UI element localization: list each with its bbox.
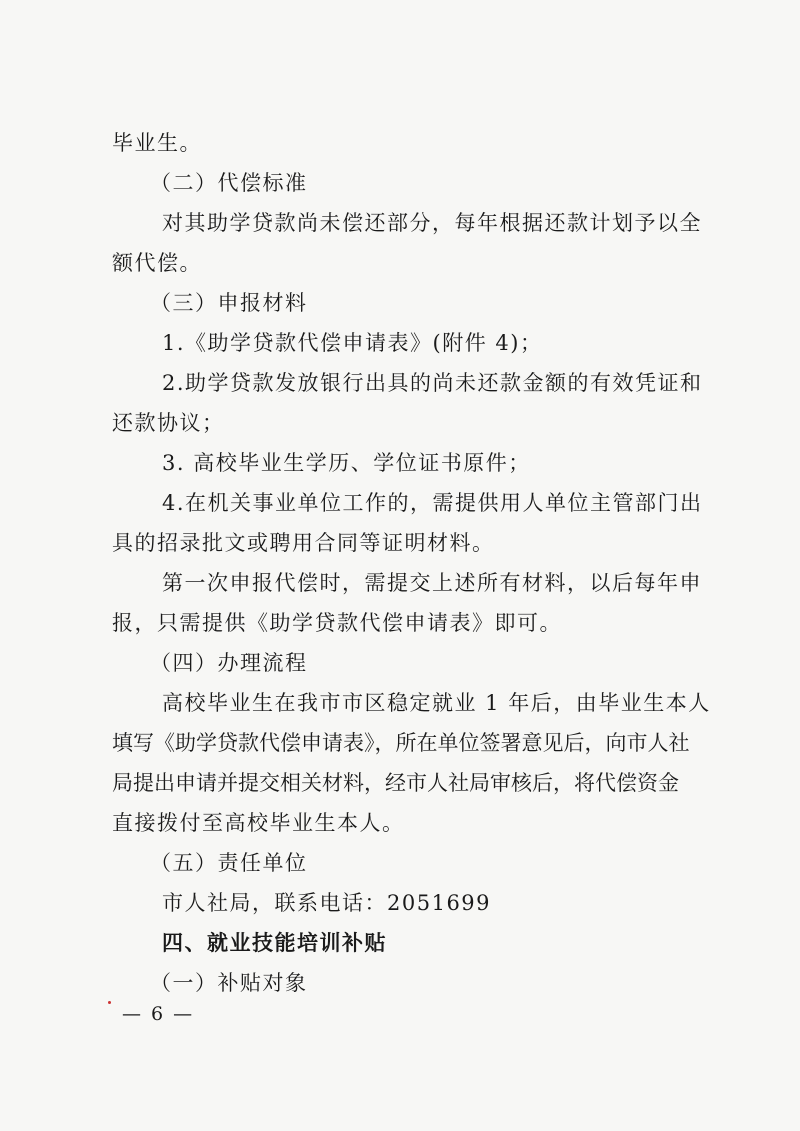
text-line: 直接拨付至高校毕业生本人。 (112, 811, 405, 835)
text-line: 局提出申请并提交相关材料，经市人社局审核后，将代偿资金 (112, 771, 679, 795)
text-line: 第一次申报代偿时，需提交上述所有材料，以后每年申 (162, 571, 702, 595)
text-line: 对其助学贷款尚未偿还部分，每年根据还款计划予以全 (162, 211, 702, 235)
text-line: 额代偿。 (112, 251, 202, 275)
text-line: 具的招录批文或聘用合同等证明材料。 (112, 531, 495, 555)
text-line: 市人社局，联系电话：2051699 (162, 891, 492, 915)
section-heading: （四）办理流程 (150, 651, 308, 675)
section-heading: （一）补贴对象 (150, 971, 308, 995)
text-line: 3. 高校毕业生学历、学位证书原件； (162, 451, 531, 475)
section-heading: （三）申报材料 (150, 291, 308, 315)
section-heading: （二）代偿标准 (150, 171, 308, 195)
ink-dot (108, 1001, 111, 1004)
text-line: 填写《助学贷款代偿申请表》，所在单位签署意见后，向市人社 (112, 731, 690, 755)
text-line: 4.在机关事业单位工作的，需提供用人单位主管部门出 (162, 491, 703, 515)
text-line: 还款协议； (112, 411, 225, 435)
page-number: — 6 — (122, 1003, 195, 1025)
chapter-heading: 四、就业技能培训补贴 (162, 930, 387, 955)
text-line: 1.《助学贷款代偿申请表》(附件 4)； (162, 331, 543, 355)
section-heading: （五）责任单位 (150, 851, 308, 875)
text-line: 2.助学贷款发放银行出具的尚未还款金额的有效凭证和 (162, 371, 703, 395)
text-line: 报，只需提供《助学贷款代偿申请表》即可。 (112, 611, 562, 635)
text-line: 毕业生。 (112, 131, 202, 155)
text-line: 高校毕业生在我市市区稳定就业 1 年后，由毕业生本人 (162, 691, 711, 715)
